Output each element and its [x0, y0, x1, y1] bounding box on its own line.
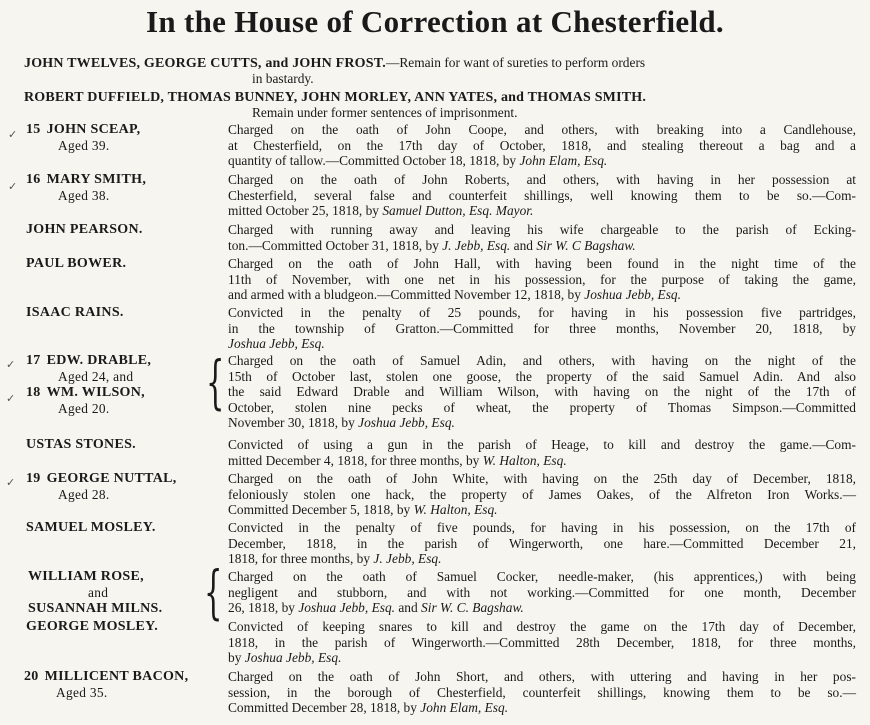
- prisoner-name: 15 JOHN SCEAP, Aged 39.: [26, 122, 246, 154]
- prisoner-age: Aged 24, and: [58, 369, 134, 384]
- charge-text: Convicted in the penalty of 25 pounds, for having in his possession five partridges, in the township of Gratton.—Committed for three months, November 20, 1818, by Joshua Jebb, Esq.: [228, 305, 856, 352]
- magistrate: John Elam, Esq.: [420, 700, 509, 716]
- prisoner-name: SAMUEL MOSLEY.: [26, 520, 156, 535]
- remand-names: ROBERT DUFFIELD, THOMAS BUNNEY, JOHN MORLEY, ANN YATES, and THOMAS SMITH.: [24, 90, 647, 105]
- margin-tick-icon: ✓: [6, 476, 16, 489]
- magistrate: W. Halton, Esq.: [413, 502, 498, 518]
- magistrate: Joshua Jebb, Esq.: [584, 287, 681, 303]
- magistrate: Samuel Dutton, Esq. Mayor.: [382, 203, 534, 219]
- charge-text: Convicted of keeping snares to kill and destroy the game on the 17th day of December, 1818, in the parish of Wingerworth.—Committed 28th December, 1818, for three months, by Joshua Jebb, Esq.: [228, 619, 856, 666]
- prisoner-age: Aged 28.: [58, 487, 110, 502]
- prisoner-conjunction: and: [88, 585, 109, 600]
- magistrate: John Elam, Esq.: [519, 153, 608, 169]
- remand-names: JOHN TWELVES, GEORGE CUTTS, and JOHN FROST.: [24, 56, 386, 71]
- magistrate: Joshua Jebb, Esq.: [244, 650, 342, 666]
- charge-text: Convicted of using a gun in the parish of Heage, to kill and destroy the game.—Com- mitted December 4, 1818, for three months, by W. Halton, Esq.: [228, 437, 856, 468]
- charge-text: Charged on the oath of John Coope, and others, with breaking into a Candlehouse, at Chesterfield, on the 17th day of October, 1818, and stealing thereout a bag and a quantity of tallow.—Committed October 18, 1818, by John Elam, Esq.: [228, 122, 856, 169]
- remand-note-2: [24, 89, 854, 120]
- margin-tick-icon: ✓: [6, 392, 16, 405]
- prisoner-name: WILLIAM ROSE, and SUSANNAH MILNS.: [28, 569, 248, 617]
- charge-text: Charged on the oath of Samuel Adin, and others, with having on the night of the 15th of October last, stolen one goose, the property of the said Samuel Adin. And also the said Edward Drable and William Wilson, with having on the night of the 17th of October, stolen nine pecks of wheat, the property of Thomas Simpson.—Committed November 30, 1818, by Joshua Jebb, Esq.: [228, 353, 856, 431]
- prisoner-name: 17 EDW. DRABLE, Aged 24, and 18 WM. WILSON, Aged 20.: [26, 353, 246, 417]
- magistrate: J. Jebb, Esq.: [373, 551, 442, 567]
- brace-icon: {: [204, 558, 223, 626]
- prisoner-number: 17: [26, 353, 41, 368]
- prisoner-number: 18: [26, 385, 41, 400]
- prisoner-name: 20 MILLICENT BACON, Aged 35.: [24, 669, 244, 701]
- brace-icon: {: [206, 348, 225, 416]
- prisoner-number: 19: [26, 471, 41, 486]
- magistrate: J. Jebb, Esq.: [442, 237, 511, 253]
- remand-text-cont: in bastardy.: [252, 71, 314, 86]
- prisoner-name: GEORGE MOSLEY.: [26, 619, 159, 634]
- prisoner-name: USTAS STONES.: [26, 437, 136, 452]
- prisoner-number: 15: [26, 122, 41, 137]
- prisoner-age: Aged 35.: [56, 685, 108, 700]
- prisoner-number: 16: [26, 172, 41, 187]
- prisoner-name: ISAAC RAINS.: [26, 305, 124, 320]
- page-title: In the House of Correction at Chesterfield.: [146, 4, 724, 39]
- magistrate: W. Halton, Esq.: [482, 452, 567, 468]
- prisoner-age: Aged 20.: [58, 401, 110, 416]
- charge-text: Charged on the oath of John White, with having on the 25th day of December, 1818, feloniously stolen one hack, the property of James Oakes, of the Alfreton Iron Works.— Committed December 5, 1818, by W. Halton, Esq.: [228, 471, 856, 518]
- charge-text: Charged on the oath of John Roberts, and others, with having in her possession at Chesterfield, several false and counterfeit shillings, well knowing them to be so.—Com- mitted October 25, 1818, by Samuel Dutton, Esq. Mayor.: [228, 172, 856, 219]
- charge-text: Convicted in the penalty of five pounds, for having in his possession, on the 17th of December, 1818, in the parish of Wingerworth, one hare.—Committed December 21, 1818, for three months, by J. Jebb, Esq.: [228, 520, 856, 567]
- magistrate: Joshua Jebb, Esq.: [358, 415, 455, 431]
- magistrate: Sir W. C. Bagshaw.: [421, 600, 524, 616]
- margin-tick-icon: ✓: [8, 128, 18, 141]
- remand-text: —Remain for want of sureties to perform orders: [385, 55, 646, 70]
- prisoner-number: 20: [24, 669, 39, 684]
- remand-text-cont: Remain under former sentences of imprisonment.: [252, 105, 518, 120]
- magistrate: Joshua Jebb, Esq.: [228, 336, 325, 352]
- charge-text: Charged on the oath of Samuel Cocker, needle-maker, (his apprentices,) with being negligent and stubborn, and with not working.—Committed for one month, December 26, 1818, by Joshua Jebb, Esq. and Sir W. C. Bagshaw.: [228, 569, 856, 616]
- remand-note-1: [24, 55, 854, 86]
- charge-text: Charged on the oath of John Short, and others, with uttering and having in her pos- session, in the borough of Chesterfield, counterfeit shillings, knowing them to be so.— Committed December 28, 1818, by John Elam, Esq.: [228, 669, 856, 716]
- magistrate: Joshua Jebb, Esq.: [298, 600, 396, 616]
- prisoner-age: Aged 38.: [58, 188, 110, 203]
- prisoner-name: 16 MARY SMITH, Aged 38.: [26, 172, 246, 204]
- prisoner-name: 19 GEORGE NUTTAL, Aged 28.: [26, 471, 246, 503]
- prisoner-age: Aged 39.: [58, 138, 110, 153]
- margin-tick-icon: ✓: [8, 180, 18, 193]
- prisoner-name: PAUL BOWER.: [26, 256, 127, 271]
- prisoner-name: JOHN PEARSON.: [26, 222, 143, 237]
- charge-text: Charged on the oath of John Hall, with having been found in the night time of the 11th of November, with one net in his possession, for the purpose of taking the game, and armed with a bludgeon.—Committed November 12, 1818, by Joshua Jebb, Esq.: [228, 256, 856, 303]
- margin-tick-icon: ✓: [6, 358, 16, 371]
- magistrate: Sir W. C Bagshaw.: [536, 237, 636, 253]
- charge-text: Charged with running away and leaving his wife chargeable to the parish of Ecking- ton.—Committed October 31, 1818, by J. Jebb, Esq. and Sir W. C Bagshaw.: [228, 222, 856, 253]
